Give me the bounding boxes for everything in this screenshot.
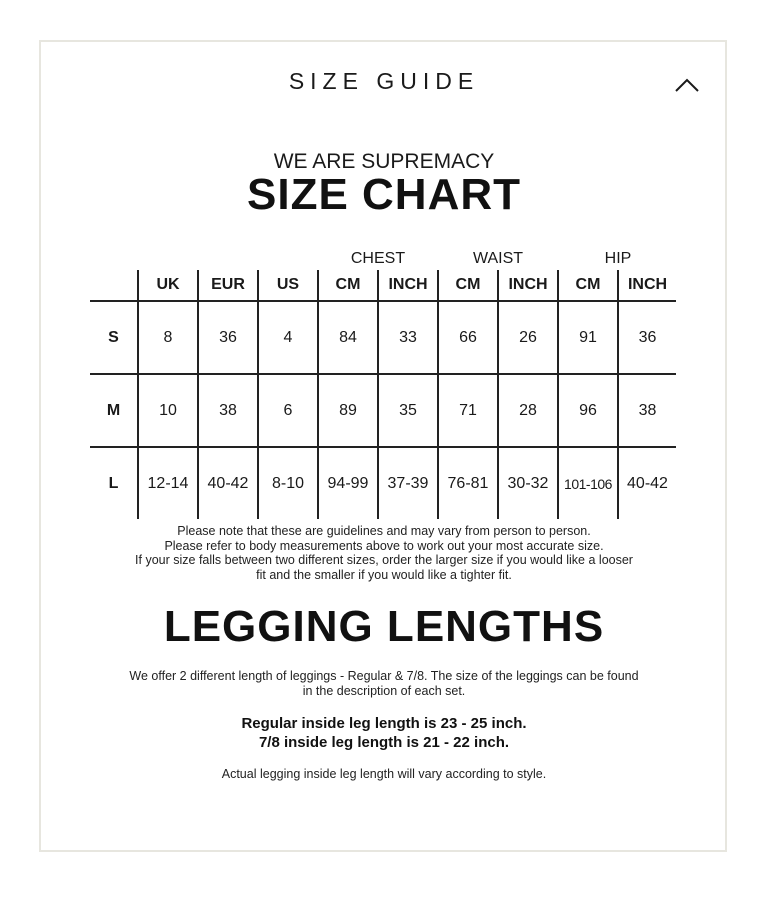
- table-cell: 66: [438, 301, 498, 374]
- table-cell: 76-81: [438, 447, 498, 519]
- table-cell: 40-42: [618, 447, 676, 519]
- table-row: [90, 447, 676, 519]
- collapse-button[interactable]: [672, 72, 702, 98]
- row-label: S: [90, 301, 138, 374]
- column-header: UK: [138, 270, 198, 301]
- legging-lengths-title: LEGGING LENGTHS: [163, 602, 605, 651]
- note-line: fit and the smaller if you would like a tighter fit.: [256, 567, 512, 582]
- chevron-up-icon: [674, 77, 700, 93]
- column-header: INCH: [618, 270, 676, 301]
- table-row: [90, 374, 676, 447]
- column-header: US: [258, 270, 318, 301]
- legging-description: [0, 669, 768, 698]
- seven-eighths-length: 7/8 inside leg length is 21 - 22 inch.: [258, 734, 510, 751]
- table-cell: 12-14: [138, 447, 198, 519]
- table-row: [90, 301, 676, 374]
- table-cell: 4: [258, 301, 318, 374]
- table-cell: 33: [378, 301, 438, 374]
- corner-cell: [90, 270, 138, 301]
- table-cell: 84: [318, 301, 378, 374]
- table-cell: 8: [138, 301, 198, 374]
- table-cell: 30-32: [498, 447, 558, 519]
- table-cell: 35: [378, 374, 438, 447]
- table-cell: 38: [618, 374, 676, 447]
- column-header: CM: [318, 270, 378, 301]
- legging-lengths: [0, 714, 768, 752]
- note-line: If your size falls between two different sizes, order the larger size if you would like a looser: [135, 553, 633, 567]
- description-line: in the description of each set.: [302, 683, 466, 698]
- size-guide-title: SIZE GUIDE: [288, 68, 480, 94]
- table-cell: 6: [258, 374, 318, 447]
- row-label: L: [108, 474, 119, 492]
- chart-subtitle: WE ARE SUPREMACY: [273, 150, 495, 173]
- chart-title: SIZE CHART: [247, 170, 521, 219]
- table-cell: 40-42: [198, 447, 258, 519]
- column-header: INCH: [498, 270, 558, 301]
- group-header-chest: CHEST: [350, 250, 406, 267]
- description-line: We offer 2 different length of leggings - Regular & 7/8. The size of the leggings can be found: [129, 669, 639, 683]
- table-cell: 36: [618, 301, 676, 374]
- table-cell: 8-10: [258, 447, 318, 519]
- table-cell: 101-106: [558, 447, 618, 519]
- table-cell: 91: [558, 301, 618, 374]
- table-cell: 36: [198, 301, 258, 374]
- table-cell: 89: [318, 374, 378, 447]
- column-header: CM: [438, 270, 498, 301]
- legging-length-note: Actual legging inside leg length will vary according to style.: [221, 767, 547, 781]
- note-line: Please note that these are guidelines and may vary from person to person.: [177, 524, 591, 538]
- column-header: INCH: [378, 270, 438, 301]
- table-cell: 37-39: [378, 447, 438, 519]
- table-cell: 38: [198, 374, 258, 447]
- table-cell: 96: [558, 374, 618, 447]
- group-header-hip: HIP: [604, 250, 632, 267]
- size-chart-table: [90, 270, 676, 519]
- table-cell: 26: [498, 301, 558, 374]
- row-label: M: [90, 374, 138, 447]
- column-header: CM: [558, 270, 618, 301]
- size-notes: [0, 524, 768, 582]
- table-header-row: [90, 270, 676, 301]
- regular-length: Regular inside leg length is 23 - 25 inch.: [241, 715, 527, 732]
- table-cell: 94-99: [318, 447, 378, 519]
- table-cell: 28: [498, 374, 558, 447]
- table-cell: 71: [438, 374, 498, 447]
- column-header: EUR: [198, 270, 258, 301]
- table-cell: 10: [138, 374, 198, 447]
- note-line: Please refer to body measurements above to work out your most accurate size.: [164, 538, 604, 553]
- group-header-waist: WAIST: [472, 250, 524, 267]
